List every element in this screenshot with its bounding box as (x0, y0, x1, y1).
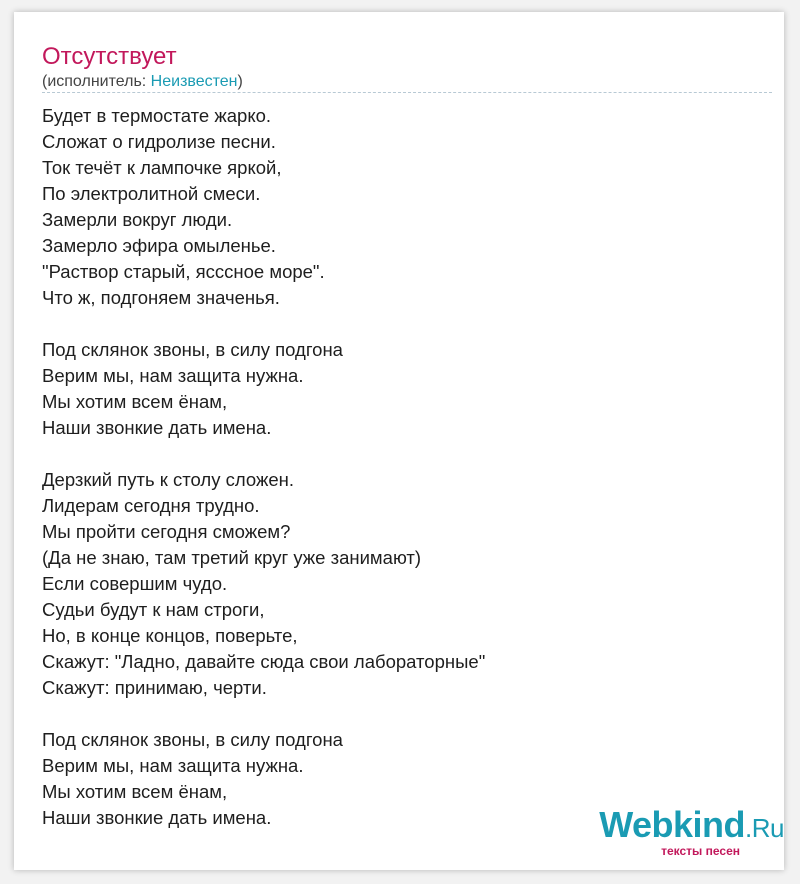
logo-suffix: .Ru (745, 813, 784, 843)
lyric-line: Мы хотим всем ёнам, (42, 781, 228, 802)
lyric-line: Под склянок звоны, в силу подгона (42, 729, 343, 750)
lyric-line: Ток течёт к лампочке яркой, (42, 157, 282, 178)
lyric-line: Лидерам сегодня трудно. (42, 495, 260, 516)
lyric-line: Судьи будут к нам строги, (42, 599, 265, 620)
lyric-line: Верим мы, нам защита нужна. (42, 755, 304, 776)
lyric-line: Скажут: принимаю, черти. (42, 677, 267, 698)
lyric-line: Наши звонкие дать имена. (42, 417, 272, 438)
lyric-line: Под склянок звоны, в силу подгона (42, 339, 343, 360)
site-logo[interactable] (599, 805, 784, 858)
lyrics-card (14, 12, 784, 870)
lyric-line: Верим мы, нам защита нужна. (42, 365, 304, 386)
logo-main-text: Webkind (599, 804, 746, 845)
lyric-line: Сложат о гидролизе песни. (42, 131, 276, 152)
logo-tagline: тексты песен (661, 844, 740, 858)
stanza-gap (42, 311, 762, 337)
song-title: Отсутствует (42, 43, 177, 70)
artist-suffix: ) (237, 73, 243, 90)
lyric-line: Дерзкий путь к столу сложен. (42, 469, 294, 490)
stanza-gap (42, 701, 762, 727)
artist-line (42, 72, 243, 92)
lyric-line: "Раствор старый, ясссное море". (42, 261, 325, 282)
lyric-line: Будет в термостате жарко. (42, 105, 272, 126)
divider (42, 92, 772, 93)
lyric-line: Если совершим чудо. (42, 573, 228, 594)
lyric-line: Наши звонкие дать имена. (42, 807, 272, 828)
lyric-line: Скажут: "Ладно, давайте сюда свои лабораторные" (42, 651, 486, 672)
lyric-line: (Да не знаю, там третий круг уже занимают) (42, 547, 422, 568)
artist-prefix: (исполнитель: (42, 73, 151, 90)
lyric-line: Что ж, подгоняем значенья. (42, 287, 280, 308)
lyric-line: Мы хотим всем ёнам, (42, 391, 228, 412)
stanza-gap (42, 441, 762, 467)
lyrics-text (42, 103, 762, 831)
lyric-line: Мы пройти сегодня сможем? (42, 521, 291, 542)
lyric-line: Замерли вокруг люди. (42, 209, 233, 230)
lyric-line: Замерло эфира омыленье. (42, 235, 276, 256)
lyric-line: Но, в конце концов, поверьте, (42, 625, 298, 646)
logo-wordmark (599, 805, 784, 848)
lyric-line: По электролитной смеси. (42, 183, 261, 204)
artist-link[interactable]: Неизвестен (150, 73, 238, 90)
